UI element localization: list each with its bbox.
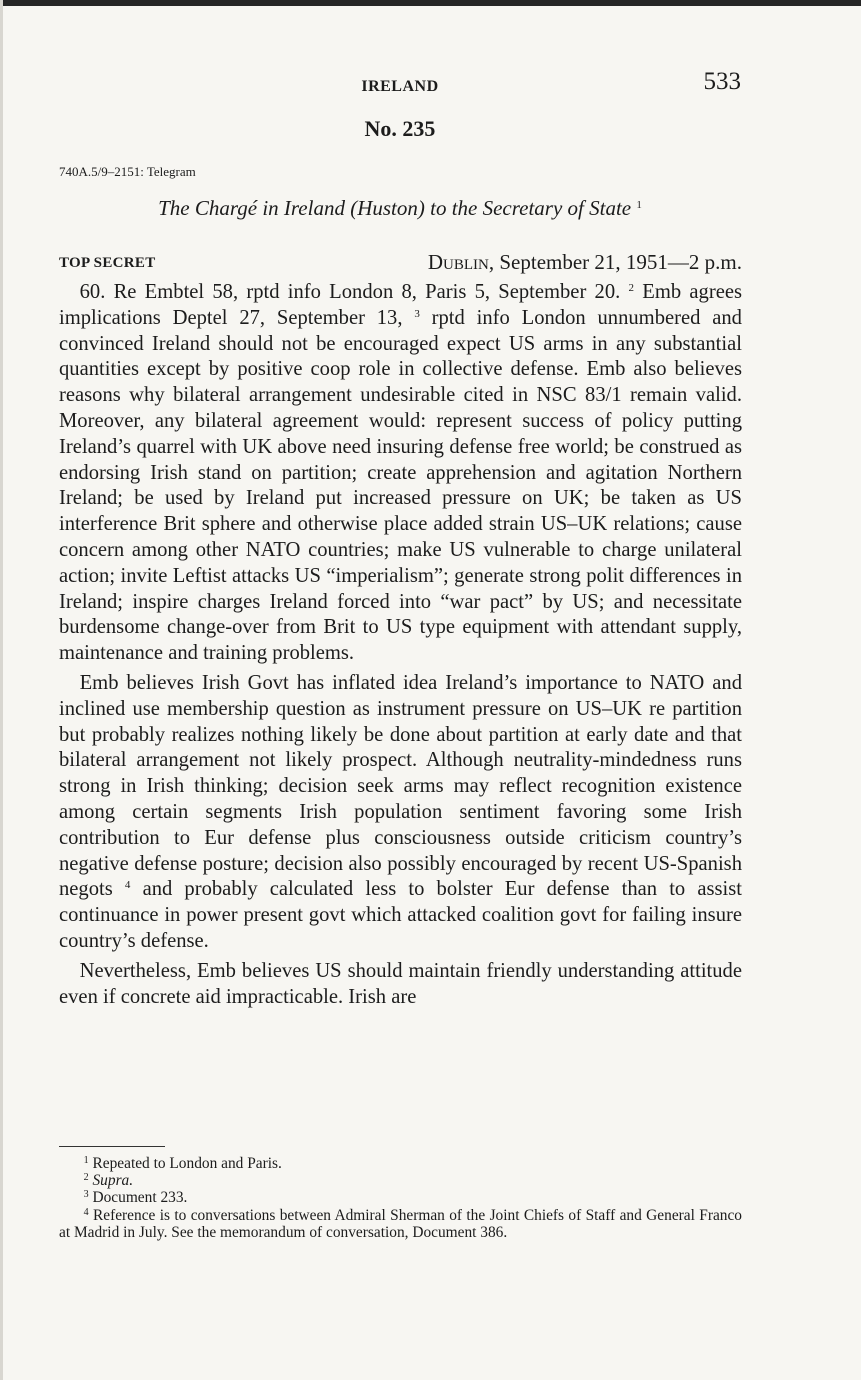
footnote-3 (59, 1189, 742, 1206)
footnote-ref-3: 3 (414, 307, 420, 320)
body-paragraph-1 (59, 280, 742, 667)
footnote-mark: 3 (83, 1189, 89, 1201)
footnote-mark: 4 (83, 1206, 89, 1218)
body-paragraph-2-part-b: and probably calculated less to bolster Eur defense than to assist continuance in power present govt which attacked coalition govt for failing insure country’s defense. (59, 878, 742, 952)
footnote-4 (59, 1207, 742, 1241)
document-title (0, 196, 800, 221)
page-header (0, 68, 861, 104)
telegram-body (59, 280, 742, 1014)
classification-marking: TOP SECRET (59, 255, 156, 271)
footnote-text: Reference is to conversations between Admiral Sherman of the Joint Chiefs of Staff and General Franco at Madrid in July. See the memorandum of conversation, Document 386. (59, 1206, 742, 1241)
footnote-divider (59, 1146, 165, 1147)
footnote-text: Supra. (92, 1172, 134, 1190)
footnote-ref-4: 4 (124, 879, 131, 892)
body-paragraph-3: Nevertheless, Emb believes US should maintain friendly understanding attitude even if concrete aid impracticable. Irish are (59, 959, 742, 1008)
footnote-mark: 2 (83, 1172, 89, 1184)
dateline-place-date (428, 250, 742, 275)
body-paragraph-2 (59, 671, 742, 955)
body-paragraph-1-part-a: 60. Re Embtel 58, rptd info London 8, Paris 5, September 20. (79, 281, 621, 303)
top-border-rule (0, 0, 861, 6)
document-number: No. 235 (364, 116, 436, 141)
footnote-2 (59, 1172, 742, 1189)
body-paragraph-2-part-a: Emb believes Irish Govt has inflated idea Ireland’s importance to NATO and inclined use membership question as instrument pressure on US–UK re partition but probably realizes nothing likely be done about partition at early date and that bilateral arrangement not likely prospect. Although neutrality-mindedness runs strong in Irish thinking; decision seek arms may reflect recognition existence among certain segments Irish population sentiment favoring some Irish contribution to Eur defense plus consciousness outside criticism country’s negative defense posture; decision also possibly encouraged by recent US-Spanish negots (59, 671, 742, 901)
page-number: 533 (703, 68, 741, 95)
file-reference: 740A.5/9–2151: Telegram (59, 164, 196, 179)
footnote-mark: 1 (83, 1155, 89, 1166)
dateline-place: Dublin, (427, 250, 495, 274)
footnote-ref-2: 2 (628, 282, 635, 294)
dateline (59, 250, 742, 278)
body-paragraph-1-part-b: Emb agrees implications Deptel 27, September 13, (59, 281, 742, 329)
footnote-1 (59, 1155, 742, 1172)
document-title-text: The Chargé in Ireland (Huston) to the Secretary of State (158, 196, 632, 220)
footnote-text: Document 233. (92, 1189, 188, 1207)
footnote-text: Repeated to London and Paris. (92, 1155, 282, 1172)
footnotes (59, 1155, 742, 1241)
footnote-ref-1: 1 (636, 199, 642, 211)
dateline-date: September 21, 1951—2 p.m. (499, 250, 742, 274)
body-paragraph-1-part-c: rptd info London unnumbered and convinced Ireland should not be encouraged expect US arms in any substantial quantities except by positive coop role in collective defense. Emb also believes reasons why bilateral arrangement undesirable cited in NSC 83/1 remain valid. Moreover, any bilateral agreement would: represent success of policy putting Ireland’s quarrel with UK above need insuring defense free world; be construed as endorsing Irish stand on partition; create apprehension and agitation Northern Ireland; be used by Ireland put increased pressure on UK; be taken as US interference Brit sphere and otherwise place added strain US–UK relations; cause concern among other NATO countries; make US vulnerable to charge unilateral action; invite Leftist attacks US “imperialism”; generate strong polit differences in Ireland; inspire charges Ireland forced into “war pact” by US; and necessitate burdensome change-over from Brit to US type equipment with attendant supply, maintenance and training problems. (59, 306, 742, 665)
running-title: IRELAND (361, 78, 439, 95)
